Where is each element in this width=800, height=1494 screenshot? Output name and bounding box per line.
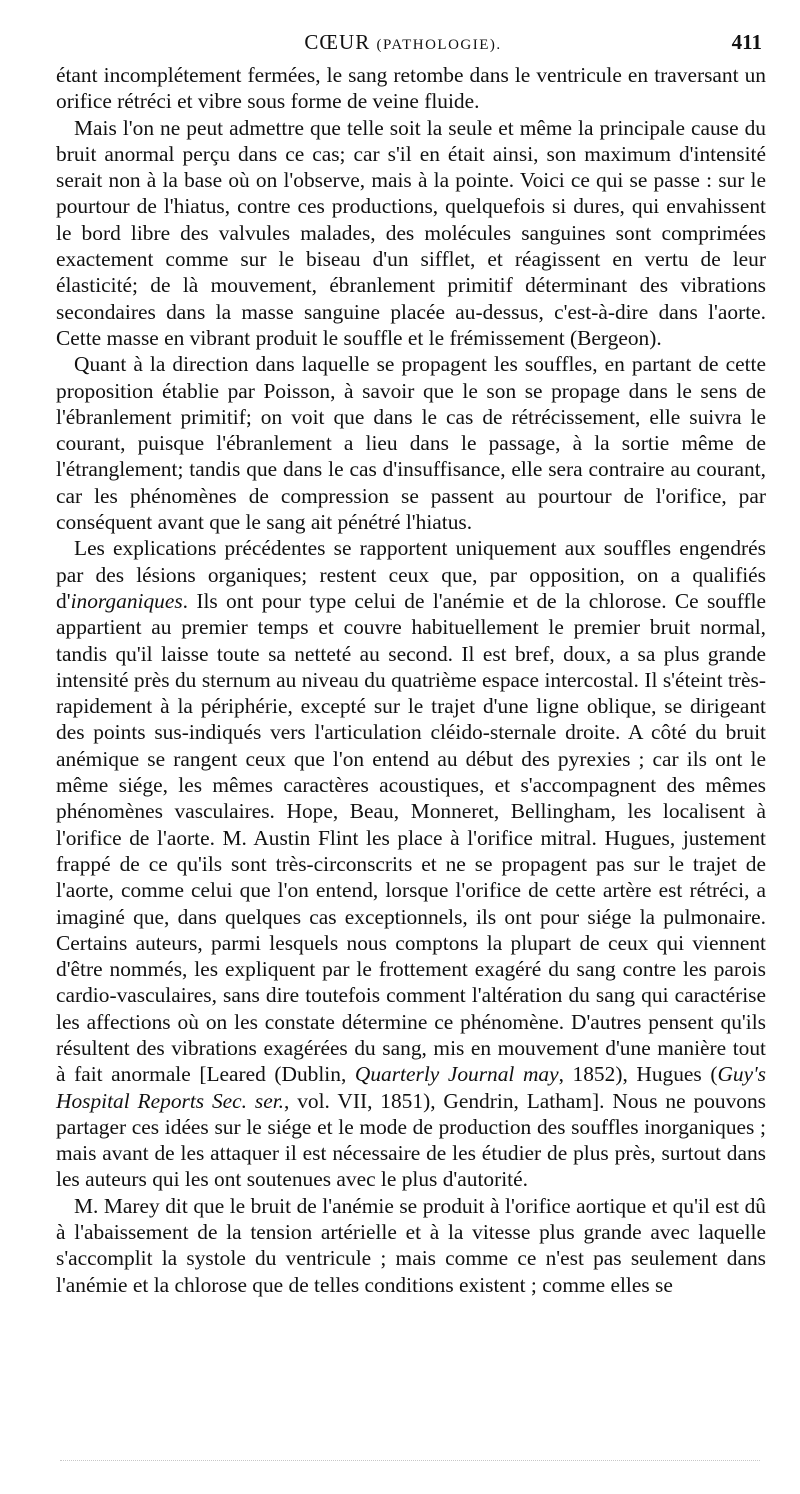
- paragraph-2-text: Mais l'on ne peut admettre que telle soit la seule et même la principale cause du bruit anormal perçu dans ce cas; car s'il en était ainsi, son maximum d'intensité serait non à la base où on l'observe, mais à la pointe. Voici ce qui se passe : sur le pourtour de l'hiatus, contre ces productions, quelquefois si dures, qui envahissent le bord libre des valvules malades, des molécules sanguines sont comprimées exactement comme sur le biseau d'un sifflet, et réagissent en vertu de leur élasticité; de là mouvement, ébranlement primitif déterminant des vibrations secondaires dans la masse sanguine placée au-dessus, c'est-à-dire dans l'aorte. Cette masse en vibrant produit le souffle et le frémissement (Bergeon).: [56, 115, 766, 350]
- paragraph-5-text: M. Marey dit que le bruit de l'anémie se produit à l'orifice aortique et qu'il est dû à l'abaissement de la tension artérielle et à la vitesse plus grande avec laquelle s'accomplit la systole du ventricule ; mais comme ce n'est pas seulement dans l'anémie et la chlorose que de telles conditions existent ; comme elles se: [56, 1193, 766, 1297]
- running-header: [44, 30, 762, 64]
- paragraph-4-citation-reports: Guy's Hospital Reports Sec. ser.: [56, 1062, 766, 1113]
- paragraph-2: [56, 115, 766, 352]
- page-bottom-speckle: [60, 1460, 760, 1467]
- running-title-main: CŒUR: [304, 30, 371, 54]
- paragraph-4-citation-journal: Quarterly Journal may: [354, 1062, 559, 1087]
- paragraph-4-italic-term: inorganiques: [70, 588, 183, 613]
- paragraph-4-text-mid: , 1852), Hugues (: [558, 1062, 718, 1087]
- paragraph-4-text-before: Les explications précédentes se rapportent uniquement aux souffles engendrés par des lésions organiques; restent ceux que, par opposition, on a qualifiés d': [56, 536, 766, 613]
- page-number: 411: [731, 30, 762, 54]
- paragraph-1-text: étant incomplétement fermées, le sang retombe dans le ventricule en traversant un orifice rétréci et vibre sous forme de veine fluide.: [56, 63, 766, 114]
- running-title: [44, 30, 762, 55]
- paragraph-1: [56, 62, 766, 115]
- paragraph-3: [56, 351, 766, 535]
- body-text: [56, 62, 766, 1298]
- paragraph-4-text-after: . Ils ont pour type celui de l'anémie et de la chlorose. Ce souffle appartient au premier temps et couvre habituellement le premier bruit normal, tandis qu'il laisse toute sa netteté au second. Il est bref, doux, a sa plus grande intensité près du sternum au niveau du quatrième espace intercostal. Il s'éteint très-rapidement à la périphérie, excepté sur le trajet d'une ligne oblique, se dirigeant des points sus-indiqués vers l'articulation cléido-sternale droite. A côté du bruit anémique se rangent ceux que l'on entend au début des pyrexies ; car ils ont le même siége, les mêmes caractères acoustiques, et s'accompagnent des mêmes phénomènes vasculaires. Hope, Beau, Monneret, Bellingham, les localisent à l'orifice de l'aorte. M. Austin Flint les place à l'orifice mitral. Hugues, justement frappé de ce qu'ils sont très-circonscrits et ne se propagent pas sur le trajet de l'aorte, comme celui que l'on entend, lorsque l'orifice de cette artère est rétréci, a imaginé que, dans quelques cas exceptionnels, ils ont pour siége la pulmonaire. Certains auteurs, parmi lesquels nous comptons la plupart de ceux qui viennent d'être nommés, les expliquent par le frottement exagéré du sang contre les parois cardio-vasculaires, sans dire toutefois comment l'altération du sang qui caractérise les affections où on les constate détermine ce phénomène. D'autres pensent qu'ils résultent des vibrations exagérées du sang, mis en mouvement d'une manière tout à fait anormale [Leared (Dublin,: [56, 588, 766, 1087]
- paragraph-4: [56, 535, 766, 1192]
- paragraph-3-text: Quant à la direction dans laquelle se propagent les souffles, en partant de cette proposition établie par Poisson, à savoir que le son se propage dans le sens de l'ébranlement primitif; on voit que dans le cas de rétrécissement, elle suivra le courant, puisque l'ébranlement a lieu dans le passage, à la sortie même de l'étranglement; tandis que dans le cas d'insuffisance, elle sera contraire au courant, car les phénomènes de compression se passent au pourtour de l'orifice, par conséquent avant que le sang ait pénétré l'hiatus.: [56, 352, 766, 535]
- paragraph-5: [56, 1193, 766, 1298]
- paragraph-4-text-end: , vol. VII, 1851), Gendrin, Latham]. Nous ne pouvons partager ces idées sur le siége et le mode de production des souffles inorganiques ; mais avant de les attaquer il est nécessaire de les étudier de plus près, surtout dans les auteurs qui les ont soutenues avec le plus d'autorité.: [56, 1088, 766, 1192]
- running-title-subtitle: (PATHOLOGIE).: [376, 37, 502, 53]
